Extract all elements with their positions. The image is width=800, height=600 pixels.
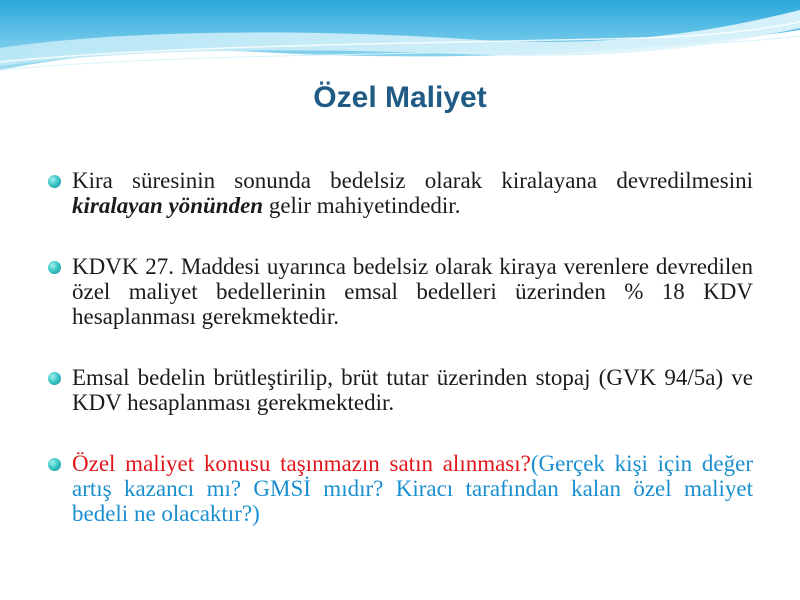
bullet-text: KDVK 27. Maddesi uyarınca bedelsiz olarak kiraya verenlere devredilen özel maliyet bedellerinin emsal bedelleri üzerinden % 18 KDV hesaplanması gerekmektedir. bbox=[72, 254, 753, 329]
bullet-icon bbox=[48, 458, 61, 471]
bullet-text bbox=[72, 451, 753, 526]
bullet-item bbox=[48, 365, 753, 415]
bullet-item bbox=[48, 451, 753, 526]
header-wave-decoration bbox=[0, 0, 800, 80]
note-text: (Gerçek kişi için değer artış kazancı mı? GMSİ mıdır? Kiracı tarafından kalan özel maliyet bedeli ne olacaktır?) bbox=[72, 451, 753, 526]
bullet-icon bbox=[48, 175, 61, 188]
question-text: Özel maliyet konusu taşınmazın satın alınması? bbox=[72, 451, 531, 476]
bullet-icon bbox=[48, 372, 61, 385]
bullet-item bbox=[48, 168, 753, 218]
bullet-text: Kira süresinin sonunda bedelsiz olarak kiralayana devredilmesini kiralayan yönünden gelir mahiyetindedir. bbox=[72, 168, 753, 218]
slide-title: Özel Maliyet bbox=[313, 81, 487, 114]
bullet-icon bbox=[48, 261, 61, 274]
emphasis-text: kiralayan yönünden bbox=[72, 193, 264, 218]
bullet-item bbox=[48, 254, 753, 329]
bullet-text: Emsal bedelin brütleştirilip, brüt tutar üzerinden stopaj (GVK 94/5a) ve KDV hesaplanması gerekmektedir. bbox=[72, 365, 753, 415]
bullet-list bbox=[48, 168, 753, 562]
